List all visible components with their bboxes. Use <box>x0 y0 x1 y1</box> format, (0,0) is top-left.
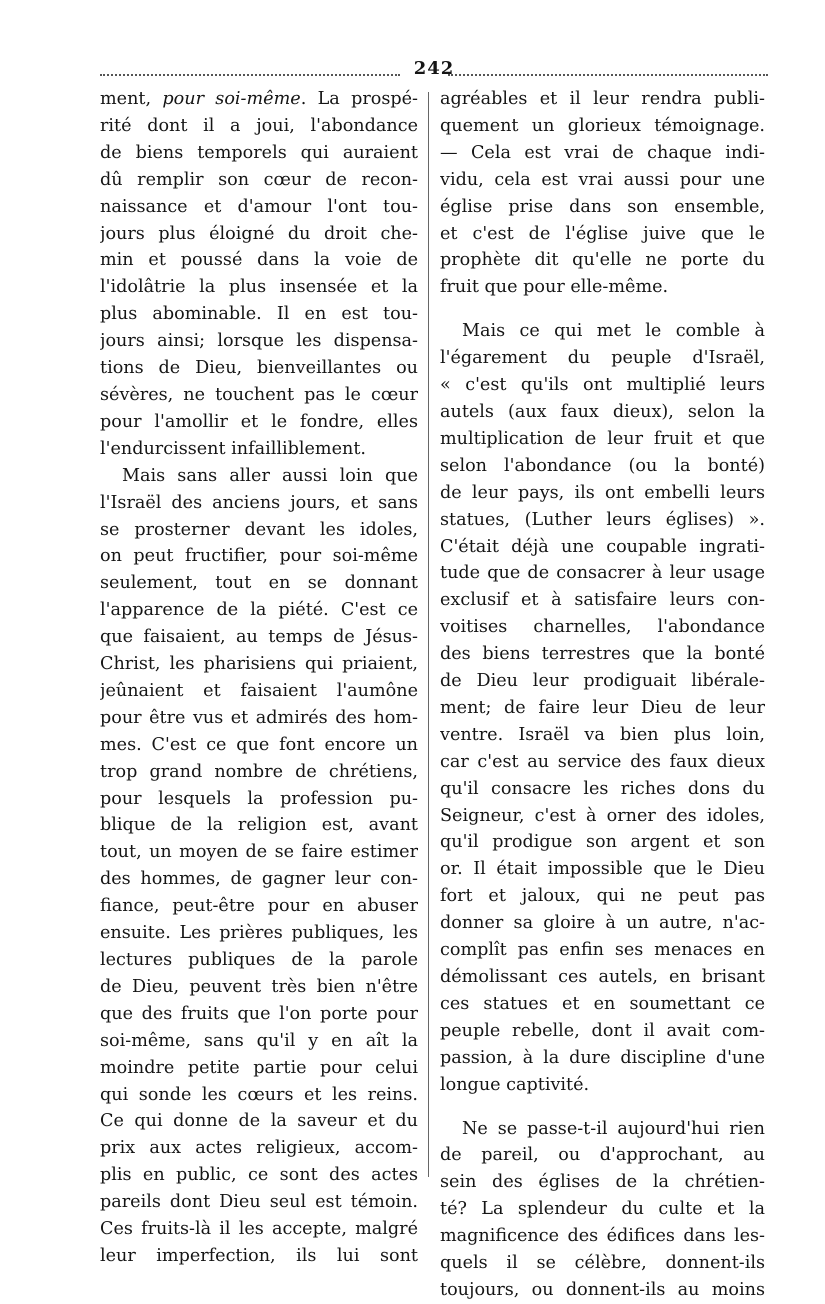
text-line: seulement, tout en se donnant <box>100 573 418 594</box>
text-line: jours plus éloigné du droit che- <box>100 223 418 244</box>
text-line: soi-même, sans qu'il y en aît la <box>100 1030 418 1051</box>
text-line: ces statues et en soumettant ce <box>440 993 765 1014</box>
text-line: prophète dit qu'elle ne porte du <box>440 250 765 271</box>
text-line: ment; de faire leur Dieu de leur <box>440 697 765 718</box>
text-line: l'apparence de la piété. C'est ce <box>100 600 418 621</box>
text-line: blique de la religion est, avant <box>100 815 418 836</box>
header-rule-right <box>448 74 768 76</box>
text-line: qui sonde les cœurs et les reins. <box>100 1084 418 1105</box>
text-line: complît pas enfin ses menaces en <box>440 940 765 961</box>
text-line: multiplication de leur fruit et que <box>440 428 765 449</box>
text-line: jours ainsi; lorsque les dispensa- <box>100 331 418 352</box>
text-line: de Dieu leur prodiguait libérale- <box>440 671 765 692</box>
text-line: qu'il consacre les riches dons du <box>440 778 765 799</box>
text-segment: . La prospé- <box>300 89 418 109</box>
text-line: de Dieu, peuvent très bien n'être <box>100 976 418 997</box>
text-line: mes. C'est ce que font encore un <box>100 734 418 755</box>
text-line: voitises charnelles, l'abondance <box>440 617 765 638</box>
text-line: Ce qui donne de la saveur et du <box>100 1111 418 1132</box>
text-line: quels il se célèbre, donnent-ils <box>440 1253 765 1274</box>
text-line: donner sa gloire à un autre, n'ac- <box>440 913 765 934</box>
text-line: quement un glorieux témoignage. <box>440 115 765 136</box>
text-line: exclusif et à satisfaire leurs con- <box>440 590 765 611</box>
text-line: se prosterner devant les idoles, <box>100 519 418 540</box>
text-line: ventre. Israël va bien plus loin, <box>440 724 765 745</box>
text-segment: ment, <box>100 89 163 109</box>
column-divider <box>428 92 429 1177</box>
page-number: 242 <box>413 58 455 79</box>
text-line: pour l'amollir et le fondre, elles <box>100 411 418 432</box>
text-line: pour lesquels la profession pu- <box>100 788 418 809</box>
text-line: de leur pays, ils ont embelli leurs <box>440 482 765 503</box>
text-line: des hommes, de gagner leur con- <box>100 869 418 890</box>
text-line: car c'est au service des faux dieux <box>440 751 765 772</box>
text-line: démolissant ces autels, en brisant <box>440 967 765 987</box>
text-line: tout, un moyen de se faire estimer <box>100 842 418 863</box>
text-line: statues, (Luther leurs églises) ». <box>440 509 765 530</box>
text-line: et c'est de l'église juive que le <box>440 223 765 244</box>
text-line <box>100 86 418 113</box>
text-line: longue captivité. <box>440 1074 590 1095</box>
text-line: Mais sans aller aussi loin que <box>122 465 418 486</box>
text-line: agréables et il leur rendra publi- <box>440 89 765 109</box>
text-line: selon l'abondance (ou la bonté) <box>440 455 765 476</box>
text-line: peuple rebelle, dont il avait com- <box>440 1020 765 1041</box>
text-line: pour être vus et admirés des hom- <box>100 707 418 728</box>
text-line: C'était déjà une coupable ingrati- <box>440 536 765 557</box>
text-line: plis en public, ce sont des actes <box>100 1165 418 1186</box>
text-line: que faisaient, au temps de Jésus- <box>100 627 418 648</box>
text-line: l'idolâtrie la plus insensée et la <box>100 277 418 298</box>
text-line: autels (aux faux dieux), selon la <box>440 401 765 422</box>
text-line: Seigneur, c'est à orner des idoles, <box>440 805 765 826</box>
text-line: des biens terrestres que la bonté <box>440 644 765 665</box>
text-line: toujours, ou donnent-ils au moins <box>440 1279 765 1300</box>
text-line: « c'est qu'ils ont multiplié leurs <box>440 375 765 396</box>
text-line: Mais ce qui met le comble à <box>462 321 765 342</box>
text-line: prix aux actes religieux, accom- <box>100 1138 418 1159</box>
text-line: l'Israël des anciens jours, et sans <box>100 492 418 513</box>
left-column <box>100 86 418 1270</box>
text-line: moindre petite partie pour celui <box>100 1057 418 1078</box>
text-line: que des fruits que l'on porte pour <box>100 1003 418 1024</box>
text-line: leur imperfection, ils lui sont <box>100 1245 418 1266</box>
text-line: de pareil, ou d'approchant, au <box>440 1145 765 1166</box>
text-line: l'endurcissent infailliblement. <box>100 438 367 459</box>
text-line: ensuite. Les prières publiques, les <box>100 923 418 944</box>
text-line: on peut fructifier, pour soi-même <box>100 546 418 567</box>
text-line: min et poussé dans la voie de <box>100 250 418 271</box>
text-line: fort et jaloux, qui ne peut pas <box>440 886 765 907</box>
text-line: Christ, les pharisiens qui priaient, <box>100 654 418 675</box>
page-header <box>100 56 768 90</box>
text-line: tude que de consacrer à leur usage <box>440 563 765 584</box>
text-line: fruit que pour elle-même. <box>440 277 669 298</box>
text-line: tions de Dieu, bienveillantes ou <box>100 358 418 379</box>
text-line: rité dont il a joui, l'abondance <box>100 115 418 136</box>
italic-text: pour soi-même <box>162 89 301 109</box>
text-line: Ces fruits-là il les accepte, malgré <box>100 1219 418 1240</box>
text-line: plus abominable. Il en est tou- <box>100 304 418 325</box>
text-line: l'égarement du peuple d'Israël, <box>440 348 765 369</box>
text-line: sévères, ne touchent pas le cœur <box>100 384 418 405</box>
text-line: té? La splendeur du culte et la <box>440 1199 765 1220</box>
right-column <box>440 86 765 1304</box>
text-line: dû remplir son cœur de recon- <box>100 169 418 190</box>
text-line: passion, à la dure discipline d'une <box>440 1047 765 1068</box>
text-line: naissance et d'amour l'ont tou- <box>100 196 418 217</box>
text-line: qu'il prodigue son argent et son <box>440 832 765 853</box>
text-line: magnificence des édifices dans les- <box>440 1226 765 1247</box>
text-line: église prise dans son ensemble, <box>440 196 765 217</box>
text-line: fiance, peut-être pour en abuser <box>100 896 418 917</box>
text-line: vidu, cela est vrai aussi pour une <box>440 169 765 190</box>
text-line: jeûnaient et faisaient l'aumône <box>100 680 418 701</box>
text-line: sein des églises de la chrétien- <box>440 1172 765 1193</box>
text-line: de biens temporels qui auraient <box>100 142 418 163</box>
text-line: lectures publiques de la parole <box>100 950 418 970</box>
text-line: or. Il était impossible que le Dieu <box>440 859 765 880</box>
text-line: trop grand nombre de chrétiens, <box>100 761 418 782</box>
text-line: — Cela est vrai de chaque indi- <box>440 142 765 163</box>
text-line: Ne se passe-t-il aujourd'hui rien <box>462 1118 765 1139</box>
text-line: pareils dont Dieu seul est témoin. <box>100 1192 418 1213</box>
